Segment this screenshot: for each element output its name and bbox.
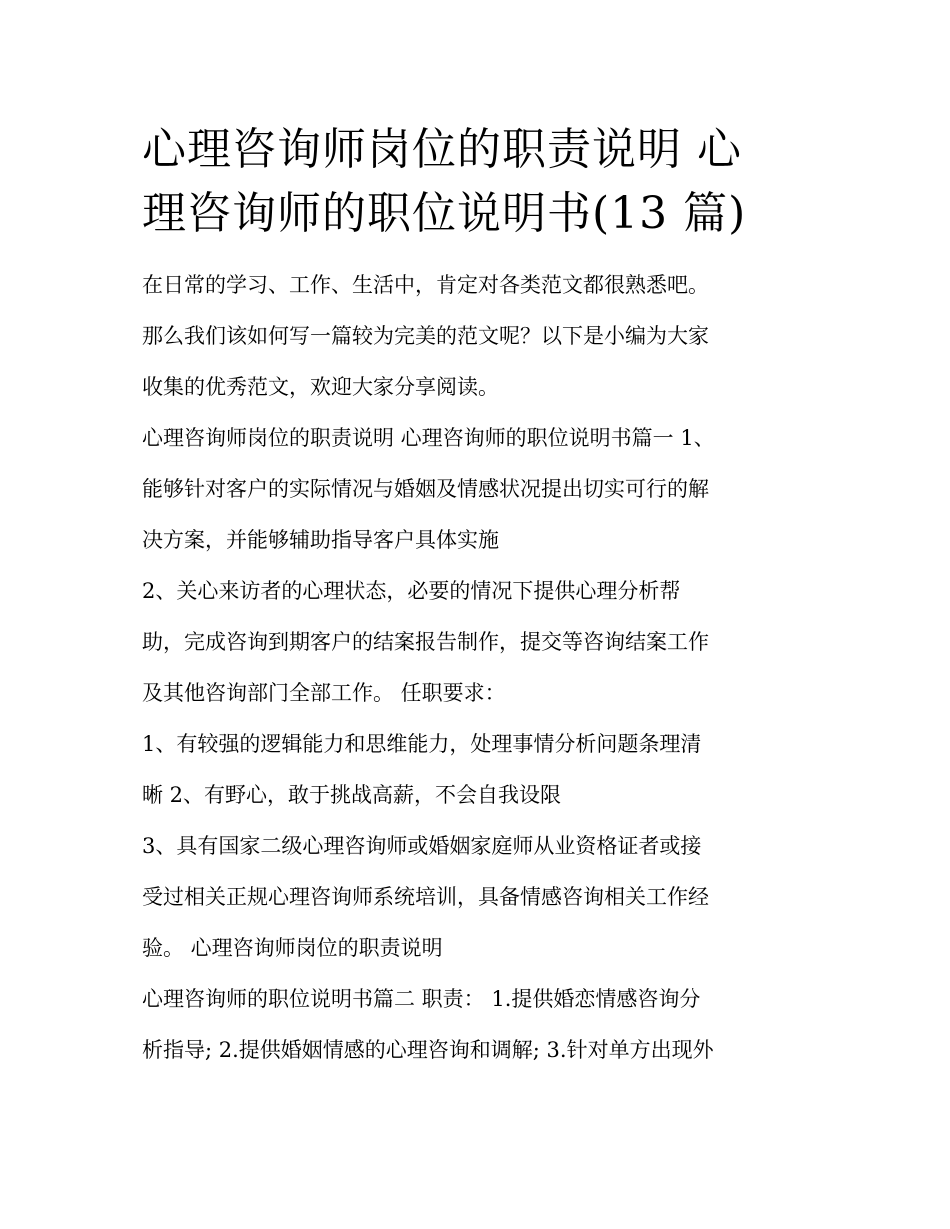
body-line-14: 验。 心理咨询师岗位的职责说明	[142, 936, 443, 960]
document-title	[142, 118, 814, 246]
document-content	[142, 118, 814, 1076]
body-line-12: 3、具有国家二级心理咨询师或婚姻家庭师从业资格证者或接	[142, 834, 702, 858]
body-line-9: 及其他咨询部门全部工作。 任职要求：	[142, 681, 506, 705]
body-line-5: 能够针对客户的实际情况与婚姻及情感状况提出切实可行的解	[142, 477, 709, 501]
body-line-7: 2、关心来访者的心理状态，必要的情况下提供心理分析帮	[142, 579, 681, 603]
title-line-2: 理咨询师的职位说明书(13 篇)	[142, 188, 747, 239]
body-line-16: 析指导; 2.提供婚姻情感的心理咨询和调解; 3.针对单方出现外	[142, 1038, 714, 1062]
body-line-2: 那么我们该如何写一篇较为完美的范文呢？以下是小编为大家	[142, 324, 709, 348]
body-line-4: 心理咨询师岗位的职责说明 心理咨询师的职位说明书篇一 1、	[142, 426, 715, 450]
body-line-11: 晰 2、有野心，敢于挑战高薪，不会自我设限	[142, 783, 562, 807]
title-line-1: 心理咨询师岗位的职责说明 心	[142, 124, 742, 175]
body-line-1: 在日常的学习、工作、生活中，肯定对各类范文都很熟悉吧。	[142, 273, 709, 297]
body-line-15: 心理咨询师的职位说明书篇二 职责： 1.提供婚恋情感咨询分	[142, 987, 701, 1011]
body-line-13: 受过相关正规心理咨询师系统培训，具备情感咨询相关工作经	[142, 885, 709, 909]
body-line-6: 决方案，并能够辅助指导客户具体实施	[142, 528, 499, 552]
body-line-10: 1、有较强的逻辑能力和思维能力，处理事情分析问题条理清	[142, 732, 702, 756]
body-line-3: 收集的优秀范文，欢迎大家分享阅读。	[142, 375, 499, 399]
body-line-8: 助，完成咨询到期客户的结案报告制作，提交等咨询结案工作	[142, 630, 709, 654]
document-body	[142, 260, 814, 1076]
